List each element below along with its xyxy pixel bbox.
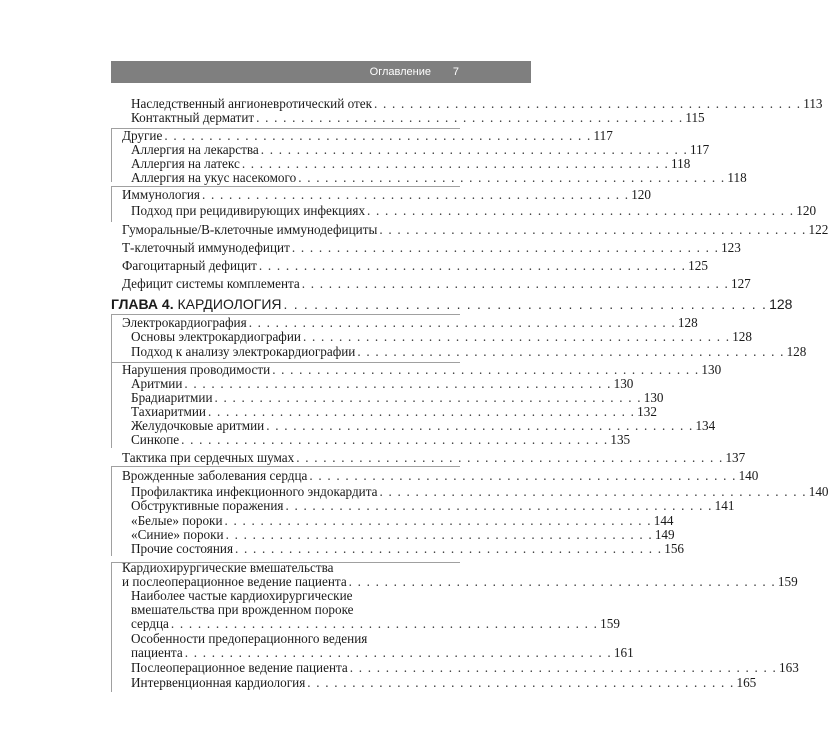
toc-entry[interactable]: сердца . . . . . . . . . . . . . . . . . . . . . . . . . . . . . . . . . . . . . . . . . . . . . . . . 159	[131, 616, 620, 631]
toc-entry[interactable]: Врожденные заболевания сердца . . . . . . . . . . . . . . . . . . . . . . . . . . . . . . . . . . . . . . . . . . . . . . . . 140	[122, 468, 759, 483]
toc-entry[interactable]: Подход к анализу электрокардиографии . . . . . . . . . . . . . . . . . . . . . . . . . . . . . . . . . . . . . . . . . . . . . . . . 128	[131, 344, 807, 359]
toc-entry[interactable]: «Белые» пороки . . . . . . . . . . . . . . . . . . . . . . . . . . . . . . . . . . . . . . . . . . . . . . . . 144	[131, 513, 674, 528]
header-title: Оглавление	[369, 66, 431, 78]
toc-entry[interactable]: Тактика при сердечных шумах . . . . . . . . . . . . . . . . . . . . . . . . . . . . . . . . . . . . . . . . . . . . . . . . 137	[122, 450, 746, 465]
toc-entry[interactable]: Фагоцитарный дефицит . . . . . . . . . . . . . . . . . . . . . . . . . . . . . . . . . . . . . . . . . . . . . . . . 125	[122, 258, 708, 273]
toc-entry[interactable]: Послеоперационное ведение пациента . . . . . . . . . . . . . . . . . . . . . . . . . . . . . . . . . . . . . . . . . . . . . . . . 163	[131, 660, 799, 675]
toc-entry[interactable]: Брадиаритмии . . . . . . . . . . . . . . . . . . . . . . . . . . . . . . . . . . . . . . . . . . . . . . . . 130	[131, 390, 664, 405]
toc-entry-line[interactable]: Наиболее частые кардиохирургические	[131, 588, 353, 603]
toc-entry[interactable]: «Синие» пороки . . . . . . . . . . . . . . . . . . . . . . . . . . . . . . . . . . . . . . . . . . . . . . . . 149	[131, 527, 675, 542]
toc-entry[interactable]: Профилактика инфекционного эндокардита . . . . . . . . . . . . . . . . . . . . . . . . . . . . . . . . . . . . . . . . . . . . . . . . 140	[131, 484, 829, 499]
toc-entry[interactable]: Тахиаритмии . . . . . . . . . . . . . . . . . . . . . . . . . . . . . . . . . . . . . . . . . . . . . . . . 132	[131, 404, 657, 419]
toc-chapter-entry[interactable]: ГЛАВА 4. КАРДИОЛОГИЯ . . . . . . . . . . . . . . . . . . . . . . . . . . . . . . . . . . . . . . . . . . . . . . . . 128	[111, 296, 793, 312]
toc-entry[interactable]: Контактный дерматит . . . . . . . . . . . . . . . . . . . . . . . . . . . . . . . . . . . . . . . . . . . . . . . . 115	[131, 110, 705, 125]
toc-entry[interactable]: Аллергия на латекс . . . . . . . . . . . . . . . . . . . . . . . . . . . . . . . . . . . . . . . . . . . . . . . . 118	[131, 156, 691, 171]
running-header	[111, 61, 531, 83]
toc-entry[interactable]: Подход при рецидивирующих инфекциях . . . . . . . . . . . . . . . . . . . . . . . . . . . . . . . . . . . . . . . . . . . . . . . . 120	[131, 203, 817, 218]
toc-entry[interactable]: Дефицит системы комплемента . . . . . . . . . . . . . . . . . . . . . . . . . . . . . . . . . . . . . . . . . . . . . . . . 127	[122, 276, 751, 291]
toc-entry[interactable]: Обструктивные поражения . . . . . . . . . . . . . . . . . . . . . . . . . . . . . . . . . . . . . . . . . . . . . . . . 141	[131, 498, 735, 513]
header-page-number: 7	[452, 66, 459, 78]
toc-entry[interactable]: Интервенционная кардиология . . . . . . . . . . . . . . . . . . . . . . . . . . . . . . . . . . . . . . . . . . . . . . . . 165	[131, 675, 757, 690]
toc-entry-line[interactable]: Кардиохирургические вмешательства	[122, 560, 334, 575]
toc-entry[interactable]: Иммунология . . . . . . . . . . . . . . . . . . . . . . . . . . . . . . . . . . . . . . . . . . . . . . . . 120	[122, 187, 651, 202]
toc-entry[interactable]: Т-клеточный иммунодефицит . . . . . . . . . . . . . . . . . . . . . . . . . . . . . . . . . . . . . . . . . . . . . . . . 123	[122, 240, 741, 255]
toc-entry[interactable]: Желудочковые аритмии . . . . . . . . . . . . . . . . . . . . . . . . . . . . . . . . . . . . . . . . . . . . . . . . 134	[131, 418, 716, 433]
toc-entry-line[interactable]: вмешательства при врожденном пороке	[131, 602, 354, 617]
toc-entry[interactable]: Другие . . . . . . . . . . . . . . . . . . . . . . . . . . . . . . . . . . . . . . . . . . . . . . . . 117	[122, 128, 613, 143]
toc-entry-line[interactable]: Особенности предоперационного ведения	[131, 631, 368, 646]
toc-entry[interactable]: Аллергия на укус насекомого . . . . . . . . . . . . . . . . . . . . . . . . . . . . . . . . . . . . . . . . . . . . . . . . 118	[131, 170, 747, 185]
toc-entry[interactable]: пациента . . . . . . . . . . . . . . . . . . . . . . . . . . . . . . . . . . . . . . . . . . . . . . . . 161	[131, 645, 634, 660]
toc-entry[interactable]: Нарушения проводимости . . . . . . . . . . . . . . . . . . . . . . . . . . . . . . . . . . . . . . . . . . . . . . . . 130	[122, 362, 722, 377]
chapter-label: ГЛАВА 4.	[111, 296, 174, 312]
toc-entry[interactable]: Электрокардиография . . . . . . . . . . . . . . . . . . . . . . . . . . . . . . . . . . . . . . . . . . . . . . . . 128	[122, 315, 698, 330]
toc-entry[interactable]: Гуморальные/В-клеточные иммунодефициты . . . . . . . . . . . . . . . . . . . . . . . . . . . . . . . . . . . . . . . . . . . . . . . . 122	[122, 222, 829, 237]
toc-entry[interactable]: Прочие состояния . . . . . . . . . . . . . . . . . . . . . . . . . . . . . . . . . . . . . . . . . . . . . . . . 156	[131, 541, 685, 556]
chapter-title: КАРДИОЛОГИЯ	[177, 296, 282, 312]
toc-entry[interactable]: Аритмии . . . . . . . . . . . . . . . . . . . . . . . . . . . . . . . . . . . . . . . . . . . . . . . . 130	[131, 376, 634, 391]
toc-entry[interactable]: Основы электрокардиографии . . . . . . . . . . . . . . . . . . . . . . . . . . . . . . . . . . . . . . . . . . . . . . . . 128	[131, 329, 752, 344]
toc-entry[interactable]: Наследственный ангионевротический отек . . . . . . . . . . . . . . . . . . . . . . . . . . . . . . . . . . . . . . . . . . . . . . . . 113	[131, 96, 823, 111]
toc-entry[interactable]: Синкопе . . . . . . . . . . . . . . . . . . . . . . . . . . . . . . . . . . . . . . . . . . . . . . . . 135	[131, 432, 631, 447]
toc-entry[interactable]: Аллергия на лекарства . . . . . . . . . . . . . . . . . . . . . . . . . . . . . . . . . . . . . . . . . . . . . . . . 117	[131, 142, 710, 157]
toc-entry[interactable]: и послеоперационное ведение пациента . . . . . . . . . . . . . . . . . . . . . . . . . . . . . . . . . . . . . . . . . . . . . . . . 159	[122, 574, 798, 589]
